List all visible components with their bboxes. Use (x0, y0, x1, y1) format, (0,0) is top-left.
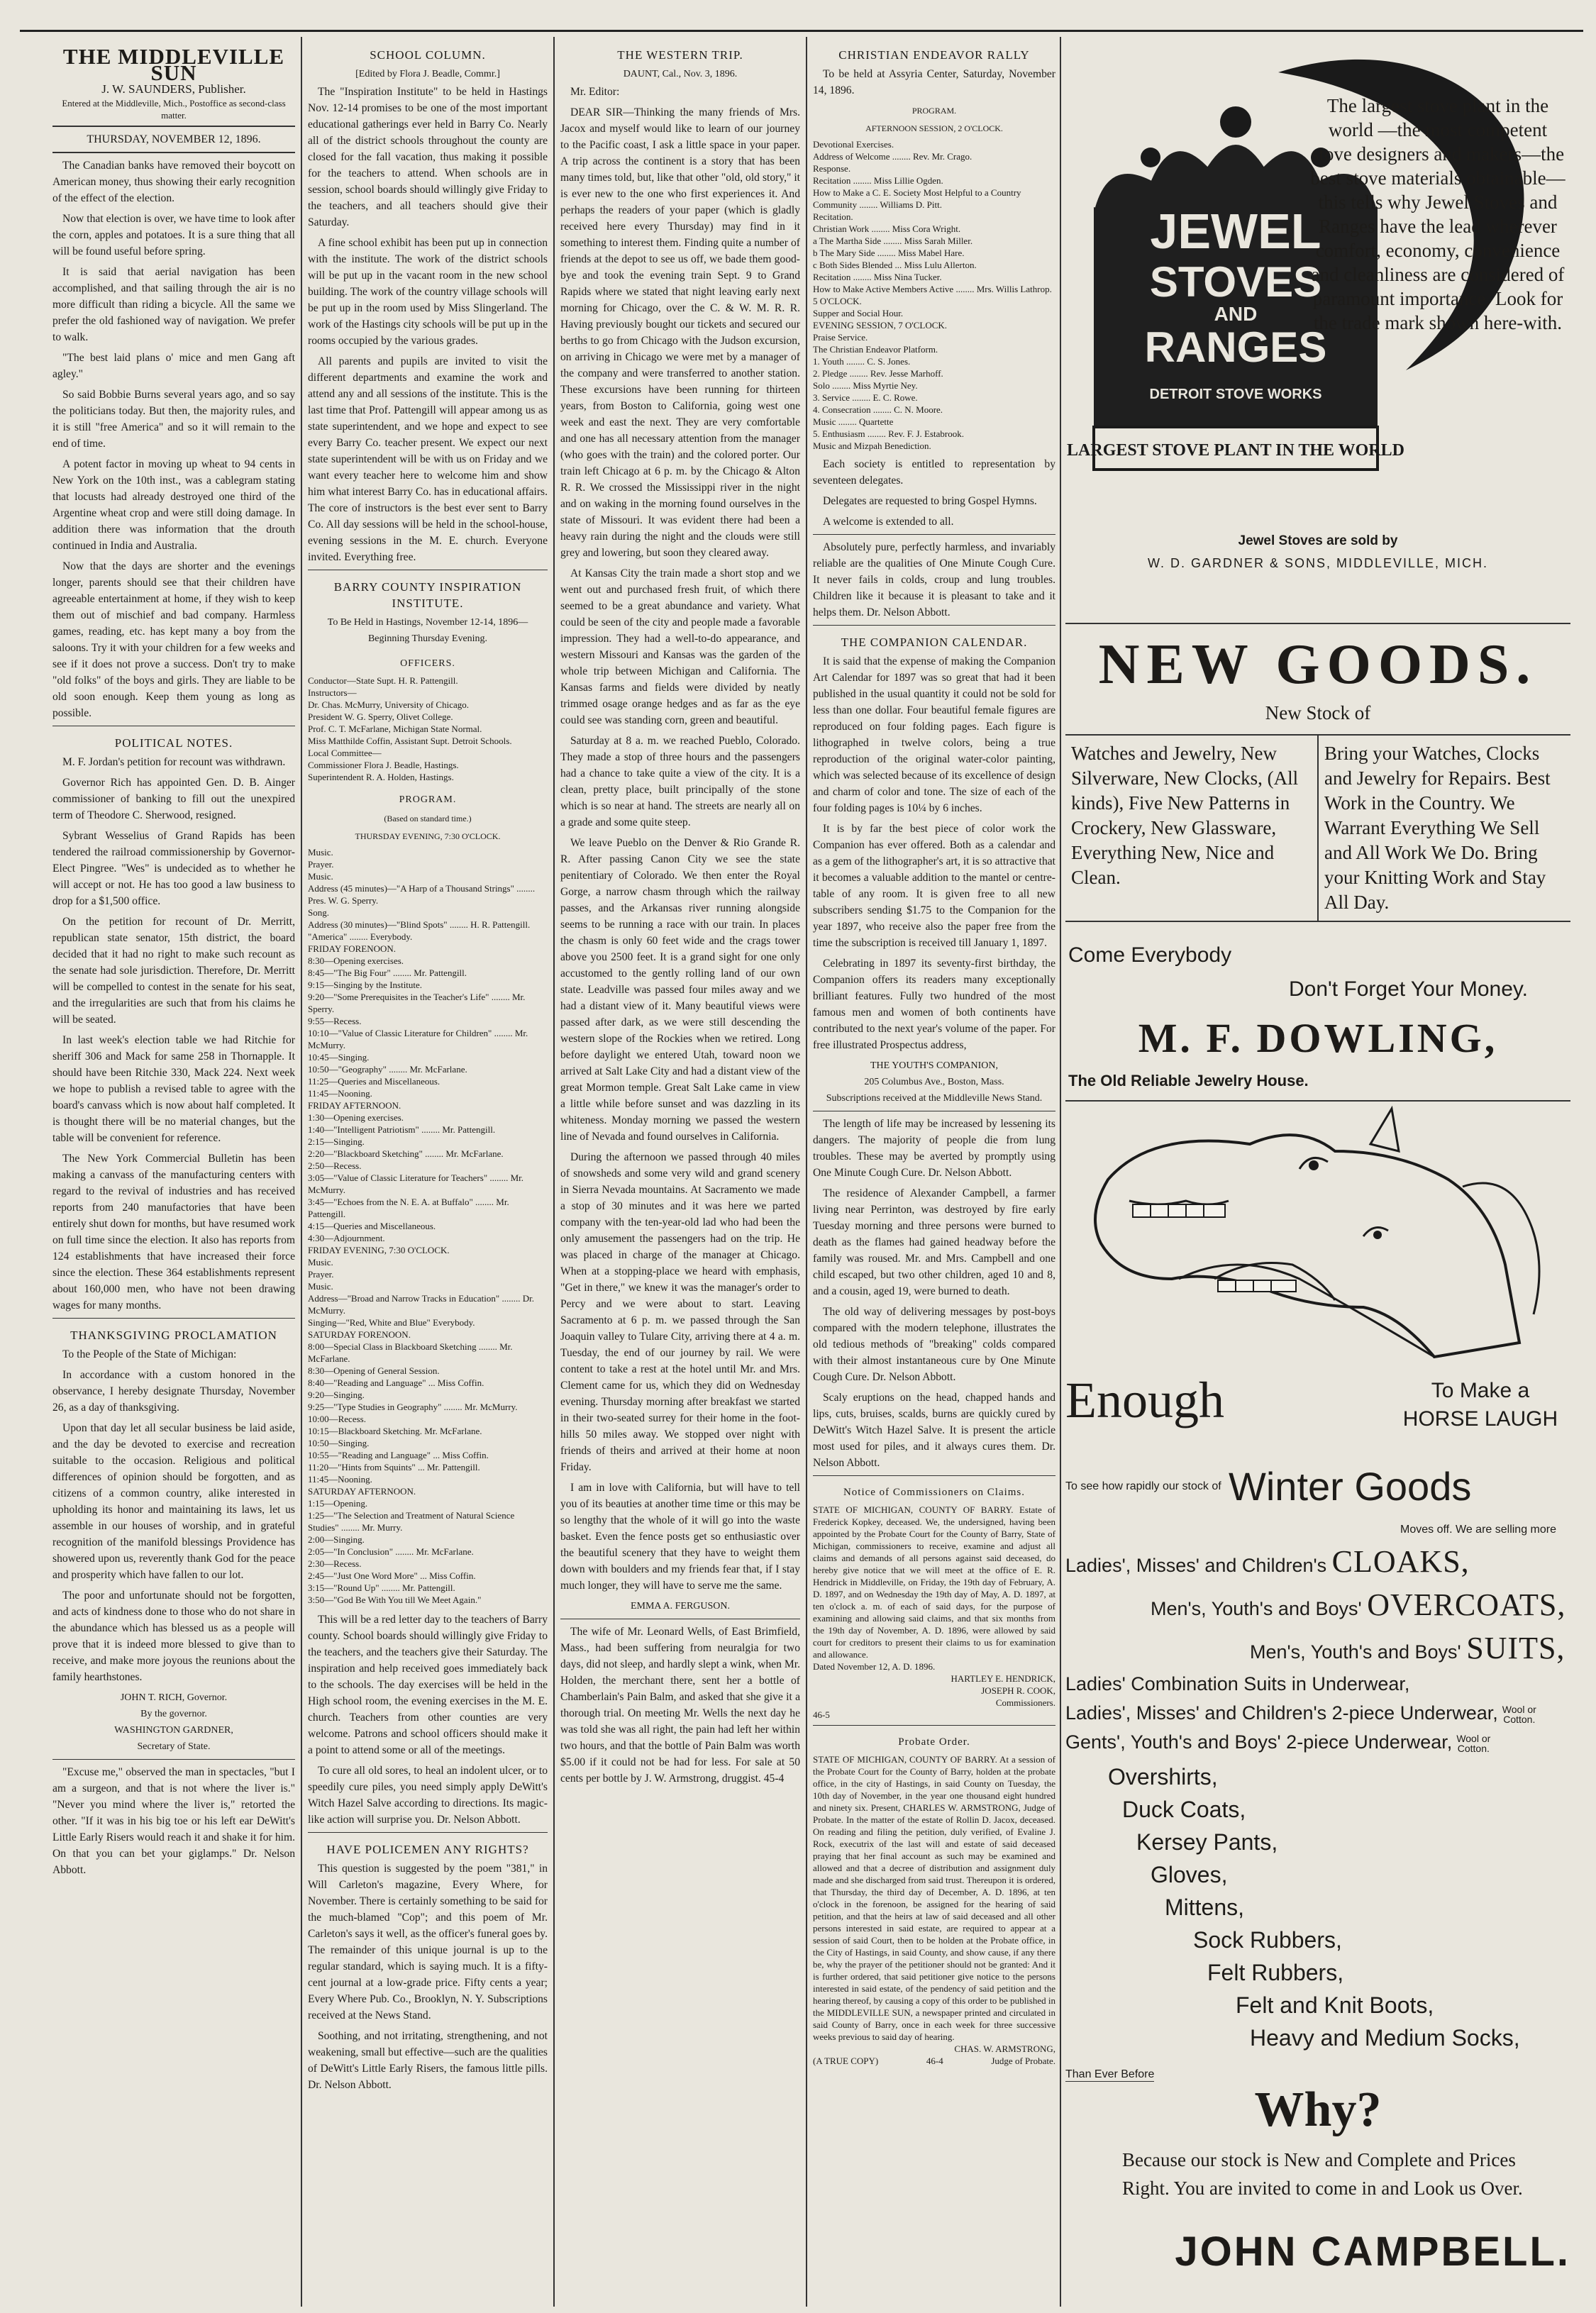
program-entry: 8:40—"Reading and Language" ... Miss Coffin. (308, 1377, 484, 1388)
program-entry: Address (45 minutes)—"A Harp of a Thousand Strings" ........ Pres. W. G. Sperry. (308, 883, 536, 906)
institute-note: To cure all old sores, to heal an indolent ulcer, or to speedily cure piles, you need simply apply DeWitt's Witch Hazel Salve according to directions. Its magic-like action will surprise you. Dr. Nelson Abbott. (308, 1765, 548, 1826)
logo-text: DETROIT STOVE WORKS (1149, 387, 1322, 402)
political-note: In last week's election table we had Ritchie for sheriff 306 and Mack for same 258 in Thornapple. It should have been Ritchie 330, Mack 224. Next week we hope to publish a revised table to agree with the board's canvass which is now about half completed. It is thought there will be no material changes, but the table will be convenient for reference. (52, 1034, 295, 1144)
program-entry: 2:30—Recess. (308, 1558, 362, 1569)
goods-item: Duck Coats, (1122, 1797, 1246, 1822)
program-entry: 8:30—Opening exercises. (308, 955, 404, 966)
program-entry: 9:55—Recess. (308, 1016, 362, 1026)
signature: By the governor. (140, 1709, 207, 1719)
program-entry: 4:15—Queries and Miscellaneous. (308, 1221, 436, 1231)
masthead-publisher: J. W. SAUNDERS, Publisher. (101, 82, 246, 96)
underwear-line (1065, 1702, 1570, 1724)
goods-columns (1065, 734, 1570, 922)
program-entry: 1:40—"Intelligent Patriotism" ........ Mr. Pattengill. (308, 1124, 496, 1135)
editorial-paragraph: It is said that aerial navigation has been accomplished, and that sailing through the air is no more difficult than riding a bicycle. All the same we prefer the old fashioned way of navigation. We prefer to walk. (52, 266, 295, 343)
school-paragraph: A fine school exhibit has been put up in connection with the institute. The work of the district schools will be put up in the vacant room in the new school building. The work of the country village schools will be put up in the room used by Miss Slingerland. The work of the Hastings city schools will be put up in the rooms occupied by the various grades. (308, 237, 548, 347)
ce-program-entry: 1. Youth ........ C. S. Jones. (813, 356, 911, 367)
probate-heading: Probate Order. (898, 1736, 970, 1748)
program-entry: 2:45—"Just One Word More" ... Miss Coffin. (308, 1570, 476, 1581)
claims-signature: HARTLEY E. HENDRICK, (951, 1673, 1055, 1684)
calendar-paragraphs (813, 653, 1055, 1053)
political-note: The New York Commercial Bulletin has been making a canvass of the manufacturing centers with regard to the revival of industries and has received reports from 240 manufactories that have been entirely shut down for months, but have resumed work on full time since the election. It also has reports from 124 establishments that have increased their force since the election. These 364 establishments represent about 160,000 men, who have not been drawing wages for many months. (52, 1153, 295, 1311)
claims-notice: STATE OF MICHIGAN, COUNTY OF BARRY. Estate of Frederick Kopkey, deceased. We, the undersigned, having been appointed by the Probate Court for the County of Barry, State of Michigan, commissioners to receive, examine and adjust all claims and demands of all persons against said deceased, do hereby give notice that we will meet at the office of E. R. Hendrick in Middleville, on Friday, the 19th day of February, A. D. 1897, and on Wednesday the 19th day of May, A. D. 1897, at ten o'clock a. m. of each of said days, for the purpose of examining and allowing said claims, and that six months from the 19th day of November, A. D. 1896, were allowed by said court for creditors to present their claims to us for examination and allowance. (813, 1504, 1055, 1660)
program-entry: 9:20—"Some Prerequisites in the Teacher's Life" ........ Mr. Sperry. (308, 992, 526, 1014)
signature: JOHN T. RICH, Governor. (120, 1692, 228, 1703)
new-stock-label: New Stock of (1265, 702, 1371, 723)
ce-program-entry: Response. (813, 163, 851, 174)
column-rule (301, 37, 302, 2307)
editorial-paragraph: So said Bobbie Burns several years ago, and so say the politicians today. But then, the majority rules, and it is still "free America" and so it will remain to the end of time. (52, 389, 295, 450)
ce-heading: CHRISTIAN ENDEAVOR RALLY (838, 48, 1030, 62)
calendar-address: THE YOUTH'S COMPANION, (870, 1060, 998, 1071)
overcoats-heading: OVERCOATS, (1367, 1587, 1566, 1622)
school-paragraph: The "Inspiration Institute" to be held in Hastings Nov. 12-14 promises to be one of the most important educational gatherings ever held in Barry Co. Nearly all of the district schools throughout the county are closed for the fall vacation, thus making it possible for the teachers to attend. When schools are in session, school boards should willingly give Friday to the teachers, and all teachers should give their Saturday. (308, 86, 548, 228)
cough-cure-paragraph: Absolutely pure, perfectly harmless, and invariably reliable are the qualities of One Minute Cough Cure. It never fails in colds, croup and lung troubles. Children like it because it is pleasant to take and it helps them. Dr. Nelson Abbott. (813, 541, 1055, 619)
top-rule (20, 30, 1583, 32)
political-note: Governor Rich has appointed Gen. D. B. Ainger commissioner of banking to fill out the unexpired term of Theodore C. Sherwood, resigned. (52, 777, 295, 821)
goods-list-right: Bring your Watches, Clocks and Jewelry for Repairs. Best Work in the Country. We Warrant Everything We Sell and All Work We Do. Bring your Knitting Work and Stay All Day. (1317, 736, 1570, 921)
policemen-paragraph: Soothing, and not irritating, strengthening, and not weakening, small but effective—such are the qualities of DeWitt's Little Early Risers, the famous little pills. Dr. Nelson Abbott. (308, 2030, 548, 2091)
wool-label: Wool or (1456, 1732, 1491, 1744)
political-notes-heading: POLITICAL NOTES. (114, 736, 233, 750)
column-4 (813, 44, 1055, 2300)
divider (813, 534, 1055, 535)
ce-program-entry: Recitation ........ Miss Lillie Ogden. (813, 175, 943, 186)
ce-note: Each society is entitled to representation by seventeen delegates. (813, 458, 1055, 487)
calendar-paragraph: Celebrating in 1897 its seventy-first birthday, the Companion offers its readers many exceptionally brilliant features. Fully two hundred of the most famous men and women of both continents have contributed to the next year's volume of the paper. For free illustrated Prospectus address, (813, 958, 1055, 1051)
goods-item: Overshirts, (1108, 1764, 1218, 1790)
underwear-text: Gents', Youth's and Boys' 2-piece Underwear, (1065, 1731, 1453, 1753)
ce-program-entry: b The Mary Side ........ Miss Mabel Hare. (813, 248, 965, 258)
goods-item: Felt Rubbers, (1207, 1960, 1344, 1985)
program-entry: FRIDAY EVENING, 7:30 O'CLOCK. (308, 1245, 450, 1255)
goods-item: Felt and Knit Boots, (1236, 1992, 1434, 2018)
enough-row (1065, 1371, 1570, 1456)
logo-text: AND (1214, 303, 1258, 325)
ce-program-entry: 3. Service ........ E. C. Rowe. (813, 392, 918, 403)
jewel-sold-by: Jewel Stoves are sold by (1238, 533, 1398, 548)
program-entry: Music. (308, 1257, 333, 1268)
officer-entry: Conductor—State Supt. H. R. Pattengill. (308, 675, 458, 686)
program-entry: 3:45—"Echoes from the N. E. A. at Buffalo" ........ Mr. Pattengill. (308, 1197, 509, 1219)
program-heading: PROGRAM. (399, 794, 457, 805)
program-entry: 11:25—Queries and Miscellaneous. (308, 1076, 440, 1087)
cotton-label: Cotton. (1457, 1742, 1490, 1754)
political-note: Sybrant Wesselius of Grand Rapids has been tendered the railroad commissionership by Governor-Elect Pingree. "Wes" is undecided as to whether he will accept or not. He has too good a law business to drop for a $1,500 office. (52, 830, 295, 907)
come-everybody: Come Everybody (1068, 943, 1232, 967)
winter-goods-heading: Winter Goods (1229, 1464, 1472, 1509)
cotton-label: Cotton. (1503, 1713, 1536, 1725)
officer-entry: Local Committee— (308, 748, 382, 758)
ce-program-entry: Recitation ........ Miss Nina Tucker. (813, 272, 942, 282)
ce-program-entry: How to Make a C. E. Society Most Helpful to a Country Community ........ Williams D. Pitt. (813, 187, 1021, 210)
to-make-label (1399, 1377, 1562, 1433)
new-goods-heading: NEW GOODS. (1098, 633, 1538, 696)
john-campbell-signature: JOHN CAMPBELL. (1175, 2229, 1570, 2275)
than-ever-before: Than Ever Before (1065, 2068, 1155, 2080)
political-notes (52, 754, 295, 1314)
column-rule (1060, 37, 1061, 2307)
probate-number: 46-4 (926, 2056, 943, 2066)
program-list (308, 846, 548, 1606)
divider (813, 1725, 1055, 1726)
campbell-ad (1065, 1102, 1570, 2275)
officers-heading: OFFICERS. (400, 658, 455, 669)
ce-intro: To be held at Assyria Center, Saturday, November 14, 1896. (813, 68, 1055, 96)
divider (813, 1475, 1055, 1476)
jewel-stoves-ad (1065, 44, 1570, 611)
ce-program-entry: 4. Consecration ........ C. N. Moore. (813, 404, 943, 415)
program-entry: 10:55—"Reading and Language" ... Miss Coffin. (308, 1450, 489, 1460)
suits-prefix: Men's, Youth's and Boys' (1250, 1641, 1461, 1663)
advertisement-area (1065, 44, 1570, 2300)
overcoats-prefix: Men's, Youth's and Boys' (1151, 1598, 1362, 1619)
program-entry: Singing—"Red, White and Blue" Everybody. (308, 1317, 475, 1328)
policemen-paragraphs (308, 1860, 548, 2093)
ce-program-entry: Recitation. (813, 211, 853, 222)
dowling-name: M. F. DOWLING, (1138, 1015, 1498, 1061)
program-entry: 10:00—Recess. (308, 1414, 366, 1424)
wool-label: Wool or (1502, 1703, 1536, 1715)
ce-program-entry: How to Make Active Members Active ........ Mrs. Willis Lathrop. (813, 284, 1052, 294)
program-entry: FRIDAY FORENOON. (308, 943, 397, 954)
ce-program-entry: Music ........ Quartette (813, 416, 894, 427)
program-entry: Song. (308, 907, 329, 918)
ce-notes (813, 456, 1055, 530)
goods-item: Kersey Pants, (1136, 1829, 1278, 1855)
goods-item: Gloves, (1151, 1862, 1228, 1887)
ce-program-entry: 2. Pledge ........ Rev. Jesse Marhoff. (813, 368, 943, 379)
letter-paragraph: I am in love with California, but will have to tell you of its beauties at another time time or this may be so lengthy that the whole of it will go into the waste basket. Even the fence posts get so enthusiastic over the beautiful scenery that they have to weight them down with boulders and my friends fear that, if I stay much longer, they will have to serve me the same. (560, 1482, 800, 1592)
probate-signature: CHAS. W. ARMSTRONG, (954, 2043, 1055, 2054)
divider (52, 1759, 295, 1760)
school-column-heading: SCHOOL COLUMN. (370, 48, 486, 62)
logo-text: JEWEL (1150, 204, 1321, 259)
letter-paragraph: Mr. Editor: (570, 86, 620, 98)
divider (52, 152, 295, 153)
misc-paragraph: The residence of Alexander Campbell, a farmer living near Perrinton, was destroyed by fire early Tuesday morning and three persons were burned to death as the flames had gained headway before the family was roused. Mr. and Mrs. Campbell and one child escaped, but two other children, aged 10 and 8, and a cousin, aged 19, were burned to death. (813, 1187, 1055, 1297)
underwear-line (1065, 1731, 1570, 1753)
editorial-paragraph: "The best laid plans o' mice and men Gang aft agley." (52, 352, 295, 380)
underwear-line: Ladies' Combination Suits in Underwear, (1065, 1673, 1410, 1694)
letter-paragraph: During the afternoon we passed through 40 miles of snowsheds and some very wild and grand scenery in Sierra Nevada mountains. At Sacramento we made a stop of 30 minutes and it was here we parted company with the ten-year-old lad who had been the only amusement the passengers had on the trip. He was placed in charge of the manager at Chicago. When at a stopping-place we heard with emphasis, "Get in there," we knew it was the manager's order to Percy and we were about to start. Leaving Sacramento at 6 p. m. we passed through the San Joaquin valley to Tulare City, arriving there at 4 a. m. Tuesday, the end of our journey by rail. We were content to take a rest at the hotel until Mr. and Mrs. Clement came for us, which they did on Wednesday evening. Thursday morning after breakfast we started in their two-seated surrey for their home in the foot-hills 50 miles away. We stopped over night with friends of theirs and arrived at their home at noon Friday. (560, 1151, 800, 1473)
institute-heading: BARRY COUNTY INSPIRATION INSTITUTE. (333, 580, 522, 610)
column-rule (806, 37, 807, 2307)
political-note: On the petition for recount of Dr. Merritt, republican state senator, 15th district, the board decided that it had no right to make such recount as the senate had sole jurisdiction. Therefore, Dr. Merritt will be compelled to contest in the senate for his seat, and the irregularities are such that from his claims he will be seated. (52, 916, 295, 1026)
logo-text: RANGES (1144, 323, 1327, 371)
proclamation-paragraph: Upon that day let all secular business be laid aside, and the day be devoted to exercise and recreation suitable to the occasion. Religious and political differences of opinion should be forgotten, and as citizens of a common country, alike interested in upholding its honor and maintaining its laws, let us assemble in our houses of worship, and in grateful recognition of the manifold blessings Providence has showered upon us, reverently thank God for the peace and prosperity which have fallen to our lot. (52, 1422, 295, 1581)
calendar-address: Subscriptions received at the Middleville News Stand. (826, 1093, 1043, 1104)
program-entry: 4:30—Adjournment. (308, 1233, 385, 1243)
program-entry: 8:00—Special Class in Blackboard Sketching ........ Mr. McFarlane. (308, 1341, 513, 1364)
ce-program-entry: Praise Service. (813, 332, 868, 343)
logo-text: STOVES (1149, 258, 1322, 306)
officer-entry: Superintendent R. A. Holden, Hastings. (308, 772, 454, 782)
to-make-line: To Make a (1431, 1379, 1530, 1402)
program-entry: 10:15—Blackboard Sketching. Mr. McFarlane. (308, 1426, 482, 1436)
because-text: Because our stock is New and Complete and Prices Right. You are invited to come in and Look us Over. (1122, 2149, 1523, 2199)
probate-order: STATE OF MICHIGAN, COUNTY OF BARRY. At a session of the Probate Court for the County of Barry, holden at the probate office, in the city of Hastings, in said County on Tuesday, the 10th day of November, in the year one thousand eight hundred and ninety six. Present, CHARLES W. ARMSTRONG, Judge of Probate. In the matter of the estate of Rollin D. Jacox, deceased. On reading and filing the petition, duly verified, of Evaline J. Rock, executrix of the last will and estate of said deceased praying that her final account as such may be examined and allowed and that a decree of distribution and assignment duly made and she discharged from said trust. Thereupon it is ordered, that Thursday, the third day of December, A. D. 1896, at ten o'clock in the forenoon, be assigned for the hearing of said petition, and that the heirs at law of said deceased and all other persons interested in said estate, are required to appear at a session of said Court, then to be holden at the Probate office, in the City of Hastings, in said County, and show cause, if any there be, why the prayer of the petitioner should not be granted: And it is further ordered, that said petitioner give notice to the persons interested in said estate, of the pendency of said petition and the hearing thereof, by causing a copy of this order to be published in the MIDDLEVILLE SUN, a newspaper printed and circulated in said County of Barry, once in each week for three successive weeks previous to said day of hearing. (813, 1754, 1055, 2042)
officer-entry: President W. G. Sperry, Olivet College. (308, 711, 453, 722)
program-entry: 11:20—"Hints from Squints" ... Mr. Pattengill. (308, 1462, 480, 1472)
thursday-heading: THURSDAY EVENING, 7:30 O'CLOCK. (355, 831, 501, 841)
ce-program-entry: Address of Welcome ........ Rev. Mr. Crago. (813, 151, 972, 162)
school-paragraphs (308, 84, 548, 565)
ce-program-entry: Christian Work ........ Miss Cora Wright. (813, 223, 961, 234)
ce-program-entry: Supper and Social Hour. (813, 308, 904, 318)
calendar-heading: THE COMPANION CALENDAR. (841, 636, 1028, 649)
goods-item: Heavy and Medium Socks, (1250, 2025, 1520, 2051)
cloaks-line (1065, 1543, 1570, 1580)
western-trip-heading: THE WESTERN TRIP. (617, 48, 743, 62)
program-entry: 3:50—"God Be With You till We Meet Again." (308, 1594, 482, 1605)
overcoats-line (1151, 1587, 1570, 1623)
probate-copy: (A TRUE COPY) (813, 2056, 879, 2066)
cloaks-heading: CLOAKS, (1331, 1544, 1470, 1579)
institute-subheading: To Be Held in Hastings, November 12-14, 1896—Beginning Thursday Evening. (327, 617, 528, 644)
ce-program-entry: a The Martha Side ........ Miss Sarah Miller. (813, 235, 973, 246)
misc-paragraph: Scaly eruptions on the head, chapped hands and lips, cuts, bruises, scalds, burns are quickly cured by DeWitt's Witch Hazel Salve. It is present the article most used for piles, and it always cures them. Dr. Nelson Abbott. (813, 1392, 1055, 1469)
western-trip-letter (560, 84, 800, 1594)
program-entry: 1:15—Opening. (308, 1498, 368, 1509)
claims-heading: Notice of Commissioners on Claims. (843, 1487, 1026, 1498)
signature: Secretary of State. (137, 1741, 211, 1752)
ce-note: A welcome is extended to all. (823, 516, 954, 528)
wells-paragraph: The wife of Mr. Leonard Wells, of East Brimfield, Mass., had been suffering from neuralgia for two days, did not sleep, and hardly slept a wink, when Mr. Holden, the merchant there, sent her a bottle of Chamberlain's Pain Balm, and asked that she give it a thorough trial. On meeting Mr. Wells the next day he was told she was all right, the pain had left her within two hours, and that the bottle of Pain Balm was worth $5.00 if it could not be had for less. For sale at 50 cents per bottle by J. W. Armstrong, druggist. 45-4 (560, 1626, 800, 1785)
cloaks-prefix: Ladies', Misses' and Children's (1065, 1555, 1327, 1576)
program-entry: 10:45—Singing. (308, 1052, 370, 1063)
jewel-ad-text: The largest stove plant in the world —the most competent stove designers and makers—the best stove materials obtainable—this tells why Jewel Stoves and Ranges have the lead wherever comfort, economy, convenience and cleanliness are considered of paramount importance. Look for the trade mark shown here-with. (1310, 95, 1565, 333)
program-entry: 8:45—"The Big Four" ........ Mr. Pattengill. (308, 967, 467, 978)
program-entry: Prayer. (308, 859, 334, 870)
why-heading: Why? (1254, 2082, 1382, 2137)
claims-signature: JOSEPH R. COOK, (981, 1685, 1055, 1696)
editorial-paragraphs (52, 157, 295, 721)
goods-list-left: Watches and Jewelry, New Silverware, New Clocks, (All kinds), Five New Patterns in Crockery, New Glassware, Everything New, Nice and Clean. (1071, 743, 1299, 888)
program-entry: Prayer. (308, 1269, 334, 1280)
program-subheading: (Based on standard time.) (384, 814, 472, 823)
thanksgiving-proclamation (52, 1346, 295, 1685)
calendar-paragraph: It is said that the expense of making the Companion Art Calendar for 1897 was so great that had it been published in the usual quantity it could not be sold for less than one dollar. Four beautiful female figures are reproduced on four folding pages. Each figure is lithographed in twelve colors, being a true reproduction of the original water-color painting, which was selected because of its excellence of design and charm of color and tone. The size of each of the four folding pages is 10¼ by 6 inches. (813, 655, 1055, 814)
ce-program-heading: PROGRAM. (911, 106, 957, 116)
divider (308, 1832, 548, 1833)
letter-signature: EMMA A. FERGUSON. (630, 1601, 731, 1612)
editorial-paragraph: Now that the days are shorter and the evenings longer, parents should see that their children have agreeable entertainment at home, if they wish to keep them out of mischief and bad company. Harmless games, reading, etc. has kept many a boy from the saloons. Try it with your children for a few weeks and see if it does not prove a success. Don't try to make "old folks" of the boys and girls. They are liable to be old soon enough. Keep them young as long as possible. (52, 560, 295, 719)
issue-date: THURSDAY, NOVEMBER 12, 1896. (87, 133, 261, 145)
institute-notes (308, 1612, 548, 1828)
school-paragraph: All parents and pupils are invited to visit the different departments and examine the work and attend any and all sessions of the institute. This is the last time that Prof. Pattengill will appear among us as state superintendent, and we hope and expect to see every Barry Co. teacher present. We expect our next state superintendent will be with us on Friday and we want every teacher here to welcome him and show him what interest Barry Co. has in educational affairs. The core of instructors is the best ever sent to Barry Co. All day sessions will be held in the school-house, evening sessions in the M. E. church. Everyone invited. Everything free. (308, 355, 548, 563)
policemen-paragraph: This question is suggested by the poem "381," in Will Carleton's magazine, Every Where, for November. There is certainly something to be said for the much-blamed "Cop"; and this poem of Mr. Carleton's says it well, as the officer's funeral goes by. The remainder of this unique journal is up to the regular standard, which is saying much. It is a fifty-cent journal at a low-grade price. Fifty cents a year; Every Where Pub. Co., Brooklyn, N. Y. Subscriptions received at the News Stand. (308, 1863, 548, 2021)
editorial-paragraph: Now that election is over, we have time to look after the corn, apples and potatoes. It is a sure thing that all will be found useful before spring. (52, 213, 295, 257)
ce-program-entry: The Christian Endeavor Platform. (813, 344, 938, 355)
jewel-dealer: W. D. GARDNER & SONS, MIDDLEVILLE, MICH. (1147, 556, 1489, 570)
divider (52, 126, 295, 127)
program-entry: 10:10—"Value of Classic Literature for Children" ........ Mr. McMurry. (308, 1028, 528, 1050)
column-rule (553, 37, 555, 2307)
program-entry: FRIDAY AFTERNOON. (308, 1100, 401, 1111)
dont-forget-money: Don't Forget Your Money. (1288, 977, 1528, 1001)
claims-signature: Commissioners. (995, 1697, 1055, 1708)
ce-program-entry: Solo ........ Miss Myrtie Ney. (813, 380, 918, 391)
institute-note: This will be a red letter day to the teachers of Barry county. School boards should willingly give Friday to the teachers, and the teachers give their Saturday. The inspiration and help received goes immediately back to the schools. The day exercises will be held in the High school room, the evening exercises in the M. E. church. Teachers from other counties are very welcome. Patrons and school officers should make it a point to attend some or all of the meetings. (308, 1614, 548, 1756)
editorial-paragraph: The Canadian banks have removed their boycott on American money, thus showing their early recognition of the effect of the election. (52, 160, 295, 204)
column-2 (308, 44, 548, 2300)
dowling-tagline: The Old Reliable Jewelry House. (1068, 1072, 1309, 1089)
suits-heading: SUITS, (1466, 1631, 1565, 1665)
claims-number: 46-5 (813, 1709, 830, 1720)
program-entry: 8:30—Opening of General Session. (308, 1365, 440, 1376)
program-entry: SATURDAY AFTERNOON. (308, 1486, 416, 1497)
ce-program-entry: 5 O'CLOCK. (813, 296, 862, 306)
divider (1065, 623, 1570, 624)
ce-program-entry: c Both Sides Blended ... Miss Lulu Allerton. (813, 260, 977, 270)
program-entry: 3:15—"Round Up" ........ Mr. Pattengill. (308, 1582, 455, 1593)
horse-laugh-line: HORSE LAUGH (1402, 1407, 1558, 1431)
proclamation-paragraph: In accordance with a custom honored in the observance, I hereby designate Thursday, November 26, as a day of thanksgiving. (52, 1369, 295, 1414)
laughing-horses-icon (1065, 1102, 1570, 1371)
goods-items-list (1065, 1760, 1570, 2054)
editorial-paragraph: A potent factor in moving up wheat to 94 cents in New York on the 10th inst., was a cablegram stating that locusts had already destroyed one third of the Argentine wheat crop and were still doing damage. In addition there was information that the drouth continued in India and Australia. (52, 458, 295, 552)
officer-entry: Dr. Chas. McMurry, University of Chicago. (308, 699, 469, 710)
officer-entry: Prof. C. T. McFarlane, Michigan State Normal. (308, 723, 482, 734)
claims-date: Dated November 12, A. D. 1896. (813, 1661, 936, 1672)
wool-cotton-note (1456, 1734, 1490, 1753)
officer-entry: Instructors— (308, 687, 357, 698)
excuse-paragraph: "Excuse me," observed the man in spectacles, "but I am a surgeon, and that is not where the liver is." "Never you mind where the liver is," retorted the other. "If it was in his big toe or his left ear DeWitt's Little Early Risers would reach it and shake it for him. On that you can bet your giglamps." Dr. Nelson Abbott. (52, 1766, 295, 1876)
divider (813, 625, 1055, 626)
see-label: To see how rapidly our stock of (1065, 1480, 1221, 1492)
program-entry: 1:30—Opening exercises. (308, 1112, 404, 1123)
school-column-editor: [Edited by Flora J. Beadle, Commr.] (355, 69, 500, 79)
program-entry: "America" ........ Everybody. (308, 931, 413, 942)
masthead-entry: Entered at the Middleville, Mich., Postoffice as second-class matter. (62, 98, 286, 121)
ce-note: Delegates are requested to bring Gospel Hymns. (823, 495, 1037, 507)
officers-list (308, 675, 548, 783)
program-entry: 9:20—Singing. (308, 1390, 365, 1400)
thanksgiving-heading: THANKSGIVING PROCLAMATION (70, 1329, 277, 1342)
goods-item: Sock Rubbers, (1193, 1927, 1342, 1953)
ce-afternoon-heading: AFTERNOON SESSION, 2 O'CLOCK. (865, 123, 1003, 133)
horse-illustration (1065, 1102, 1570, 1371)
ce-program-entry: EVENING SESSION, 7 O'CLOCK. (813, 320, 948, 331)
political-note: M. F. Jordan's petition for recount was withdrawn. (62, 756, 286, 768)
dowling-ad (1065, 633, 1570, 1090)
calendar-paragraph: It is by far the best piece of color work the Companion has ever offered. Both as a calendar and as a gem of the lithographer's art, it is so attractive that it becomes a valuable addition to the mantel or centre-table of any room. It is given free to all new subscribers sending $1.75 to the Companion for the year 1897, who receive also the paper free from the time the subscription is received till January 1, 1897. (813, 823, 1055, 949)
logo-banner: LARGEST STOVE PLANT IN THE WORLD (1067, 441, 1404, 460)
program-entry: SATURDAY FORENOON. (308, 1329, 411, 1340)
ce-program-list (813, 138, 1055, 452)
program-entry: Music. (308, 871, 333, 882)
ce-program-entry: 5. Enthusiasm ........ Rev. F. J. Estabrook. (813, 428, 964, 439)
program-entry: Address—"Broad and Narrow Tracks in Education" ........ Dr. McMurry. (308, 1293, 534, 1316)
officer-entry: Miss Matthilde Coffin, Assistant Supt. Detroit Schools. (308, 736, 512, 746)
proclamation-paragraph: To the People of the State of Michigan: (62, 1348, 237, 1360)
program-entry: 2:00—Singing. (308, 1534, 365, 1545)
misc-paragraph: The old way of delivering messages by post-boys compared with the modern telephone, illustrates the old tedious methods of "breaking" colds compared with their almost instantaneous cure by One Minute Cough Cure. Dr. Nelson Abbott. (813, 1306, 1055, 1383)
underwear-text: Ladies', Misses' and Children's 2-piece Underwear, (1065, 1702, 1498, 1724)
officer-entry: Commissioner Flora J. Beadle, Hastings. (308, 760, 459, 770)
program-entry: 2:05—"In Conclusion" ........ Mr. McFarlane. (308, 1546, 474, 1557)
goods-item: Mittens, (1165, 1895, 1245, 1920)
program-entry: 1:25—"The Selection and Treatment of Natural Science Studies" ........ Mr. Murry. (308, 1510, 515, 1533)
program-entry: Music. (308, 847, 333, 858)
letter-paragraph: DEAR SIR—Thinking the many friends of Mrs. Jacox and myself would like to learn of our journey to the Pacific coast, I ask a little space in your paper. A trip across the continent is a story that has been many times told, but, like that other "old, old story," it is ever new to the one who first experiences it. And perhaps the readers of your paper (which is gladly received here every Thursday) may find in it something to interest them. Finding quite a number of friends at the depot to see us off, we bade them good-bye and took the evening train Sept. 9 to Grand Rapids where we stated that night leaving early next morning for Chicago, over the C. & W. M. R. R. Having previously bought our tickets and secured our berths to go from Chicago with the Judson excursion, on arriving in Chicago we were met by a manager of the company and were transferred to another station. These excursions have been running for thirteen years, from Boston to California, going west one week and east the next. They are very comfortable and one has all necessary attention from the manager (who goes with the train) and the colored porter. Our train left Chicago at 6 p. m. by the Chicago & Alton R. R. We crossed the Mississippi river in the night and on waking in the morning found ourselves in the state of Missouri. It was evident there had been a heavy rain during the night and the clouds were still grey and lowering, but soon they cleared away. (560, 106, 800, 559)
moves-off-label: Moves off. We are selling more (1400, 1524, 1556, 1536)
signature: WASHINGTON GARDNER, (114, 1725, 233, 1736)
program-entry: 2:15—Singing. (308, 1136, 365, 1147)
letter-paragraph: At Kansas City the train made a short stop and we went out and purchased fresh fruit, of which there seemed to be a great abundance and variety. What could be seen of the city and people made a favorable impression. They had a well-to-do appearance, and western Missouri and Kansas was the garden of the whole trip between Michigan and California. The Kansas farms and fields were divided by neatly trimmed osage orange hedges and as far as the eye could see was standing corn, green and beautiful. (560, 567, 800, 726)
misc-paragraphs (813, 1116, 1055, 1471)
calendar-address: 205 Columbus Ave., Boston, Mass. (864, 1077, 1004, 1087)
proclamation-paragraph: The poor and unfortunate should not be forgotten, and acts of kindness done to those who do not share in the abundance which has blessed us as a people will prove that it is indeed more blessed to give than to receive, and make more joyous the reunions about the family hearthstones. (52, 1590, 295, 1683)
program-entry: 9:25—"Type Studies in Geography" ........ Mr. McMurry. (308, 1402, 518, 1412)
probate-judge: Judge of Probate. (991, 2056, 1055, 2066)
program-entry: 10:50—Singing. (308, 1438, 370, 1448)
misc-paragraph: The length of life may be increased by lessening its dangers. The majority of people die from lung troubles. These may be averted by promptly using One Minute Cough Cure. Dr. Nelson Abbott. (813, 1118, 1055, 1179)
letter-paragraph: Saturday at 8 a. m. we reached Pueblo, Colorado. They made a stop of three hours and the passengers had a chance to take quite a view of the city. It is a clean, pretty place, built principally of the stone which is so near at hand. The streets are nearly all on a grade and some quite steep. (560, 735, 800, 828)
program-entry: 2:50—Recess. (308, 1160, 362, 1171)
divider (52, 1318, 295, 1319)
program-entry: Address (30 minutes)—"Blind Spots" ........ H. R. Pattengill. (308, 919, 531, 930)
ce-program-entry: Music and Mizpah Benediction. (813, 440, 931, 451)
program-entry: 11:45—Nooning. (308, 1474, 372, 1485)
wool-cotton-note (1502, 1704, 1536, 1724)
program-entry: 2:20—"Blackboard Sketching" ........ Mr. McFarlane. (308, 1148, 504, 1159)
program-entry: 3:05—"Value of Classic Literature for Teachers" ........ Mr. McMurry. (308, 1172, 524, 1195)
winter-goods-row (1065, 1463, 1570, 1509)
column-1 (52, 44, 295, 2300)
suits-line (1250, 1630, 1570, 1666)
ce-program-entry: Devotional Exercises. (813, 139, 894, 150)
policemen-heading: HAVE POLICEMEN ANY RIGHTS? (326, 1843, 529, 1856)
program-entry: Music. (308, 1281, 333, 1292)
column-3 (560, 44, 800, 2300)
enough-heading: Enough (1065, 1372, 1224, 1429)
program-entry: 9:15—Singing by the Institute. (308, 980, 423, 990)
western-trip-dateline: DAUNT, Cal., Nov. 3, 1896. (623, 69, 738, 79)
program-entry: 10:50—"Geography" ........ Mr. McFarlane. (308, 1064, 467, 1075)
program-entry: 11:45—Nooning. (308, 1088, 372, 1099)
masthead-title: THE MIDDLEVILLE SUN (62, 44, 285, 85)
letter-paragraph: We leave Pueblo on the Denver & Rio Grande R. R. After passing Canon City we see the state penitentiary of Colorado. We then enter the Royal Gorge, a narrow chasm through which the railway passes, and the Arkansas river running alongside seems to be running a race with our train. In places the chasm is only 60 feet wide and the crags tower above you 2500 feet. It is a grand sight for one only accustomed to the gently rolling land of our own state. Leadville was passed four miles away and we had a distant view of it. Many beautiful views were passed after dark, as we were still descending the western slope of the Rockies when we retired. Long before daylight we entered Utah, toward noon we arrived at Salt Lake City and had a distant view of the great Mormon temple. Great Salt Lake came in view a little while before sunset and was dazzling in its whiteness. Monday morning we passed the western line of Nevada and found ourselves in California. (560, 837, 800, 1143)
